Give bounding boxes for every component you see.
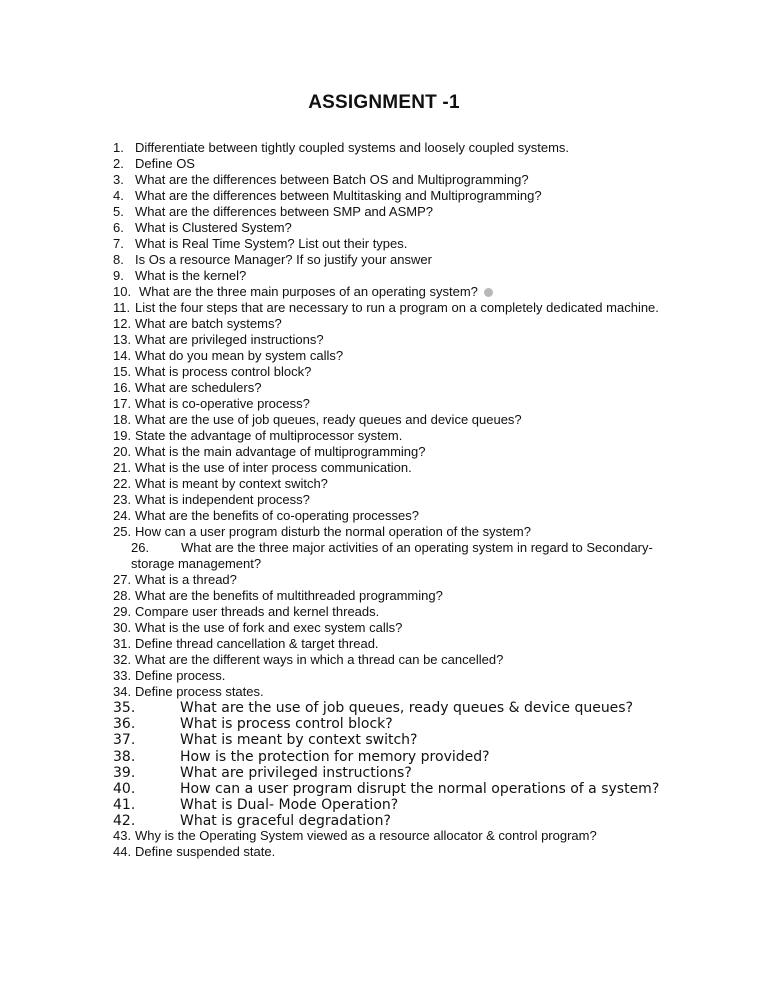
question-text: What are the three major activities of an operating system in regard to Secondary-	[181, 540, 653, 555]
question-number: 34.	[113, 684, 132, 699]
question-item	[113, 604, 379, 620]
question-text: Compare user threads and kernel threads.	[135, 604, 380, 619]
question-item	[113, 813, 391, 829]
question-item	[113, 716, 393, 732]
question-text: Define suspended state.	[135, 844, 276, 859]
question-text: What are the three main purposes of an operating system?	[139, 284, 478, 299]
question-text: What is process control block?	[180, 716, 393, 733]
question-text: Define process.	[135, 668, 226, 683]
question-item	[113, 636, 379, 652]
question-text: What are the differences between Multitasking and Multiprogramming?	[135, 188, 542, 203]
question-text: What are privileged instructions?	[135, 332, 324, 347]
question-item	[113, 476, 328, 492]
question-item	[113, 172, 529, 188]
question-text: What are privileged instructions?	[180, 764, 412, 781]
question-number: 6.	[113, 220, 124, 235]
question-item	[113, 380, 261, 396]
question-item	[113, 765, 412, 781]
question-item	[113, 652, 503, 668]
question-number: 31.	[113, 636, 132, 651]
question-item	[113, 797, 398, 813]
question-text: What are batch systems?	[135, 316, 282, 331]
question-number: 1.	[113, 140, 124, 155]
question-text: What are schedulers?	[135, 380, 262, 395]
question-number: 37.	[113, 732, 136, 749]
question-number: 40.	[113, 781, 136, 797]
question-item	[113, 492, 310, 508]
question-item	[113, 300, 659, 316]
question-text: What do you mean by system calls?	[135, 348, 344, 363]
question-item	[113, 620, 402, 636]
question-number: 38.	[113, 748, 136, 765]
question-number: 22.	[113, 476, 132, 491]
question-item	[113, 428, 402, 444]
question-number: 19.	[113, 428, 132, 443]
question-number: 43.	[113, 828, 132, 843]
question-item	[113, 204, 433, 220]
question-text: How can a user program disrupt the normal operations of a system?	[180, 781, 660, 797]
question-number: 16.	[113, 380, 132, 395]
question-text: What is co-operative process?	[135, 396, 310, 411]
question-item	[113, 524, 531, 540]
question-number: 9.	[113, 268, 124, 283]
question-item	[113, 364, 311, 380]
question-item	[113, 284, 493, 300]
question-item	[113, 668, 225, 684]
question-text: What are the differences between SMP and ASMP?	[135, 204, 433, 219]
question-text: What is independent process?	[135, 492, 310, 507]
question-item	[113, 140, 569, 156]
question-text: Is Os a resource Manager? If so justify your answer	[135, 252, 432, 267]
question-text: How is the protection for memory provided?	[180, 748, 490, 765]
question-item	[113, 749, 490, 765]
question-item	[113, 316, 282, 332]
question-number: 21.	[113, 460, 132, 475]
question-number: 14.	[113, 348, 132, 363]
question-item	[113, 236, 407, 252]
question-text: What are the benefits of co-operating processes?	[135, 508, 419, 523]
question-text: What are the use of job queues, ready queues and device queues?	[135, 412, 522, 427]
question-text: What is process control block?	[135, 364, 312, 379]
question-item	[113, 508, 419, 524]
question-number: 23.	[113, 492, 132, 507]
question-item	[113, 396, 310, 412]
question-text: What is the use of fork and exec system calls?	[135, 620, 403, 635]
question-number: 17.	[113, 396, 132, 411]
question-text: What is a thread?	[135, 572, 237, 587]
question-text: What is Clustered System?	[135, 220, 292, 235]
question-number: 10.	[113, 284, 132, 299]
question-text: Differentiate between tightly coupled systems and loosely coupled systems.	[135, 140, 570, 155]
question-number: 41.	[113, 797, 136, 814]
question-number: 42.	[113, 813, 136, 830]
question-text: List the four steps that are necessary to run a program on a completely dedicated machine.	[135, 300, 659, 315]
question-number: 29.	[113, 604, 132, 619]
question-text: What is graceful degradation?	[180, 813, 391, 830]
question-number: 25.	[113, 524, 132, 539]
question-text: Why is the Operating System viewed as a resource allocator & control program?	[135, 828, 597, 843]
question-item	[113, 732, 417, 748]
question-item	[113, 460, 412, 476]
question-number: 11.	[113, 300, 131, 315]
question-text: Define thread cancellation & target thread.	[135, 636, 379, 651]
question-number: 15.	[113, 364, 132, 379]
question-continuation: storage management?	[131, 556, 262, 571]
question-item	[131, 540, 653, 556]
question-text: Define process states.	[135, 684, 264, 699]
question-text: Define OS	[135, 156, 195, 171]
question-item	[113, 268, 246, 284]
question-number: 20.	[113, 444, 132, 459]
question-number: 30.	[113, 620, 132, 635]
question-text: What is meant by context switch?	[135, 476, 328, 491]
question-item	[113, 444, 425, 460]
question-number: 36.	[113, 716, 136, 733]
question-number: 35.	[113, 700, 136, 716]
question-item	[113, 156, 195, 172]
question-item	[113, 572, 237, 588]
question-text: State the advantage of multiprocessor system.	[135, 428, 403, 443]
question-item	[113, 588, 443, 604]
question-number: 28.	[113, 588, 132, 603]
page-title: ASSIGNMENT -1	[308, 92, 460, 113]
question-item	[113, 412, 522, 428]
question-text: What are the different ways in which a thread can be cancelled?	[135, 652, 504, 667]
question-number: 3.	[113, 172, 124, 187]
question-item	[113, 700, 633, 716]
question-number: 24.	[113, 508, 132, 523]
question-text: What is Dual- Mode Operation?	[180, 797, 399, 814]
question-text: What are the benefits of multithreaded programming?	[135, 588, 443, 603]
question-number: 13.	[113, 332, 132, 347]
question-number: 39.	[113, 764, 136, 781]
question-number: 2.	[113, 156, 124, 171]
question-item	[113, 332, 324, 348]
question-item	[113, 220, 292, 236]
question-number: 27.	[113, 572, 132, 587]
question-number: 44.	[113, 844, 132, 859]
question-text: What is the use of inter process communication.	[135, 460, 412, 475]
question-text: What are the differences between Batch OS and Multiprogramming?	[135, 172, 529, 187]
question-item	[113, 188, 542, 204]
question-text: How can a user program disturb the normal operation of the system?	[135, 524, 531, 539]
question-number: 7.	[113, 236, 124, 251]
question-number: 26.	[131, 540, 150, 555]
bullet-dot-icon	[484, 288, 493, 297]
question-text: What is Real Time System? List out their types.	[135, 236, 408, 251]
question-number: 12.	[113, 316, 132, 331]
question-number: 18.	[113, 412, 132, 427]
question-item	[113, 684, 264, 700]
question-number: 33.	[113, 668, 132, 683]
question-number: 32.	[113, 652, 132, 667]
question-item	[113, 348, 343, 364]
question-text: What is the kernel?	[135, 268, 247, 283]
question-item	[113, 828, 597, 844]
question-item	[113, 844, 275, 860]
question-text: What is meant by context switch?	[180, 732, 418, 749]
question-text: What is the main advantage of multiprogramming?	[135, 444, 426, 459]
question-number: 8.	[113, 252, 124, 267]
question-text: What are the use of job queues, ready queues & device queues?	[180, 700, 634, 716]
question-number: 4.	[113, 188, 124, 203]
question-item	[113, 252, 432, 268]
question-number: 5.	[113, 204, 124, 219]
question-item	[113, 781, 659, 797]
